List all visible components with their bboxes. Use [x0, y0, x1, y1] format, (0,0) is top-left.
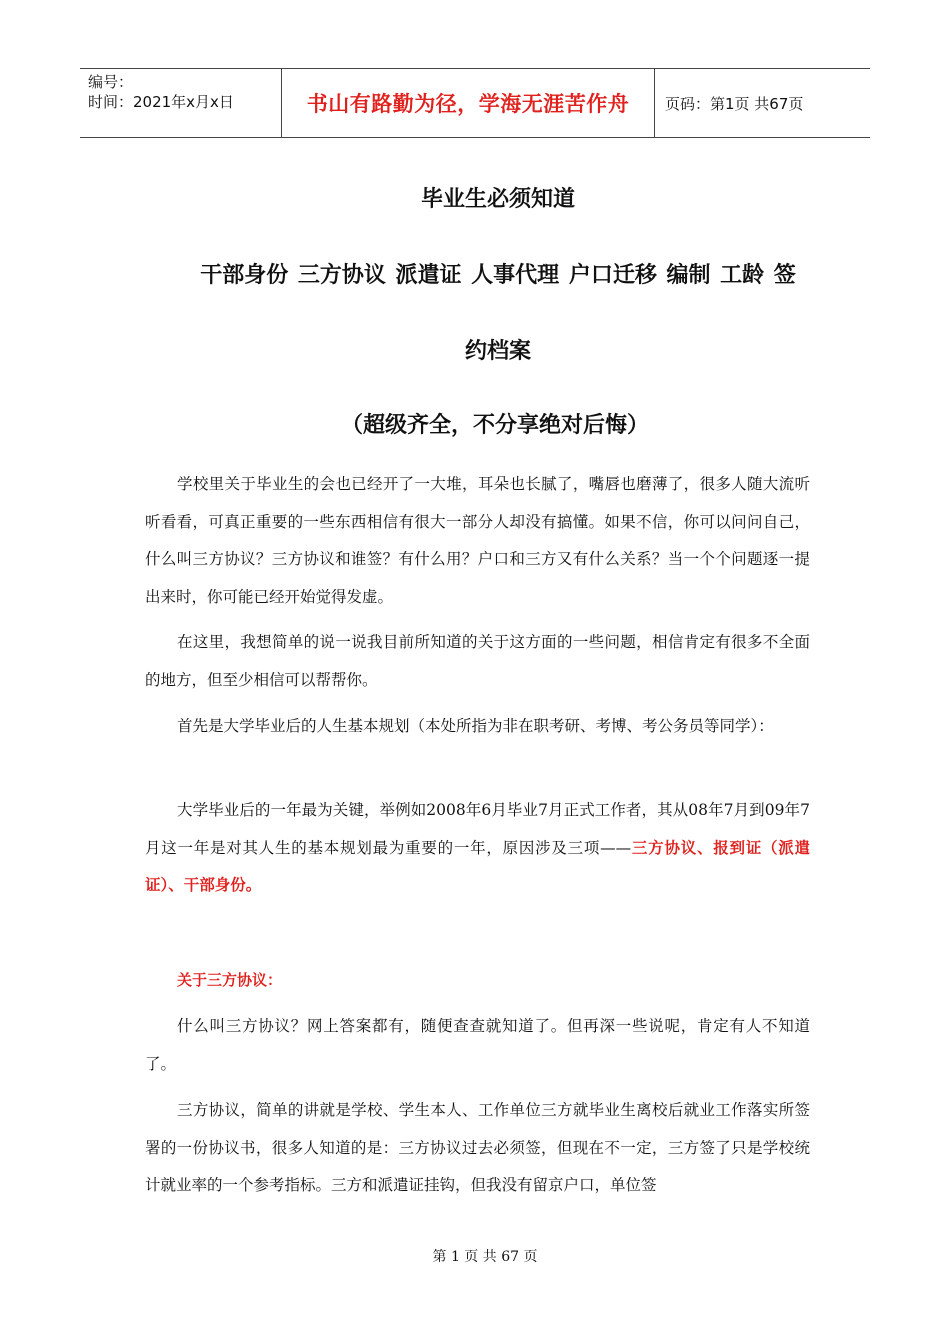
paragraph-7: 三方协议，简单的讲就是学校、学生本人、工作单位三方就毕业生离校后就业工作落实所签署的一份协议书，很多人知道的是：三方协议过去必须签，但现在不一定，三方签了只是学校统计就业率的一个参考指标。三方和派遣证挂钩，但我没有留京户口，单位签 — [145, 1101, 810, 1194]
header-motto: 书山有路勤为径，学海无涯苦作舟 — [282, 69, 655, 137]
header-table — [80, 68, 870, 138]
paragraph-4-highlight: 三方协议、报到证（派遣证）、干部身份。 — [145, 838, 810, 894]
doc-subtitle-line1: 干部身份 三方协议 派遣证 人事代理 户口迁移 编制 工龄 签 — [200, 263, 796, 288]
header-page-info: 页码：第1页 共67页 — [665, 94, 804, 113]
section-heading-tripartite: 关于三方协议： — [177, 971, 283, 989]
paragraph-6: 什么叫三方协议？网上答案都有，随便查查就知道了。但再深一些说呢，肯定有人不知道了。 — [145, 1017, 810, 1073]
time-label: 时间：2021年x月x日 — [88, 93, 234, 111]
doc-tagline: （超级齐全，不分享绝对后悔） — [340, 413, 649, 438]
doc-title: 毕业生必须知道 — [420, 187, 575, 212]
paragraph-3: 首先是大学毕业后的人生基本规划（本处所指为非在职考研、考博、考公务员等同学）： — [177, 717, 774, 735]
paragraph-4-text: 大学毕业后的一年最为关键，举例如2008年6月毕业7月正式工作者，其从08年7月到09年7月这一年是对其人生的基本规划最为重要的一年，原因涉及三项—— — [145, 801, 810, 857]
paragraph-2: 在这里，我想简单的说一说我目前所知道的关于这方面的一些问题，相信肯定有很多不全面的地方，但至少相信可以帮帮你。 — [145, 633, 810, 689]
doc-subtitle-line2: 约档案 — [464, 339, 531, 364]
paragraph-4 — [145, 792, 810, 905]
number-label: 编号： — [88, 73, 134, 91]
header-meta — [80, 69, 282, 137]
page-footer: 第 1 页 共 67 页 — [432, 1249, 538, 1265]
paragraph-1: 学校里关于毕业生的会也已经开了一大堆，耳朵也长腻了，嘴唇也磨薄了，很多人随大流听听看看，可真正重要的一些东西相信有很大一部分人却没有搞懂。如果不信，你可以问问自己，什么叫三方协议？三方协议和谁签？有什么用？户口和三方又有什么关系？当一个个问题逐一提出来时，你可能已经开始觉得发虚。 — [145, 475, 810, 606]
